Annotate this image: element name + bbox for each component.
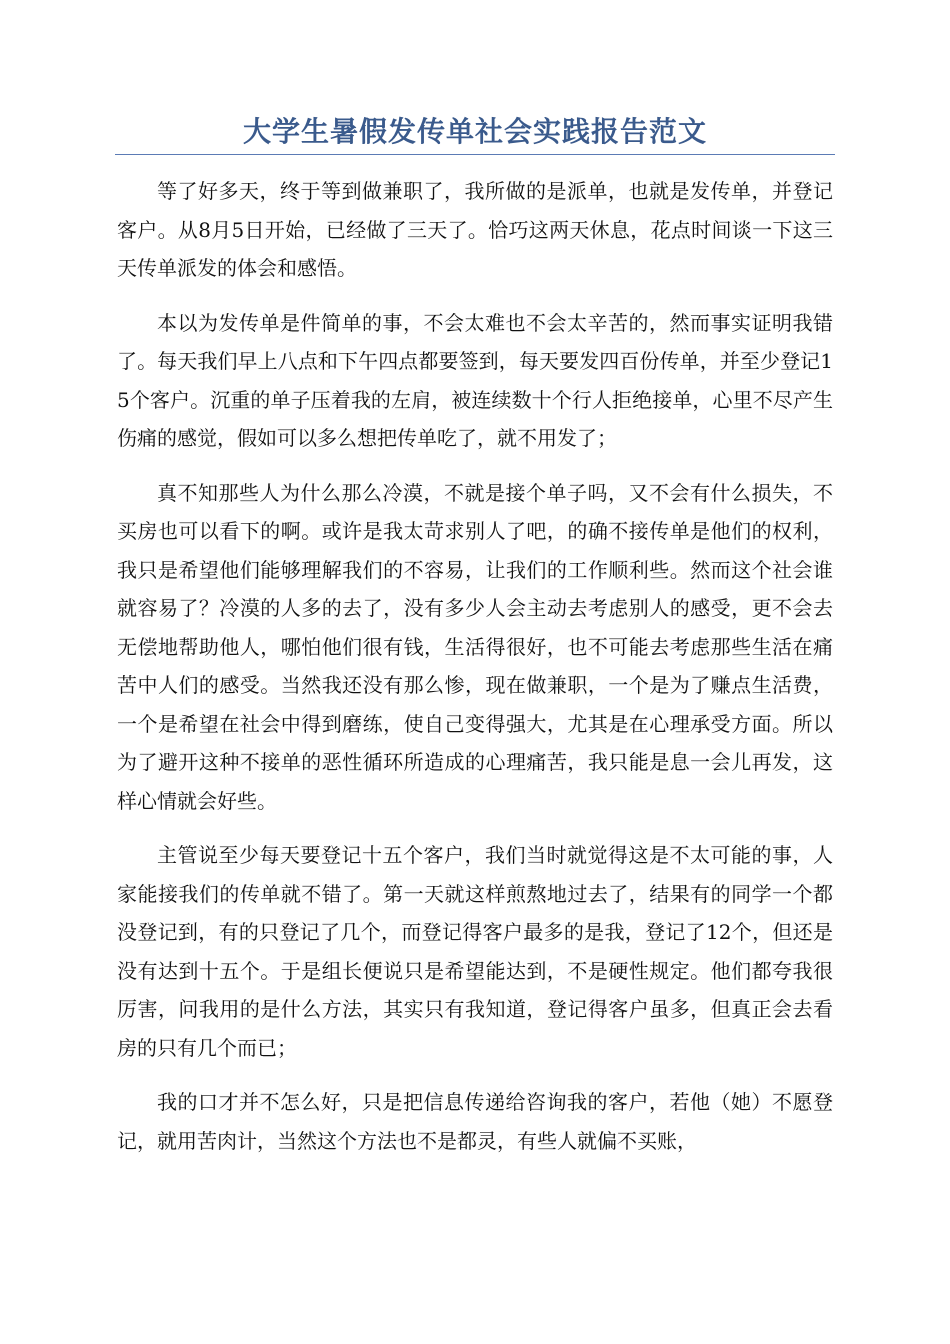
document-title: 大学生暑假发传单社会实践报告范文: [242, 115, 707, 148]
paragraph-3: 真不知那些人为什么那么冷漠，不就是接个单子吗，又不会有什么损失，不买房也可以看下的啊。或许是我太苛求别人了吧，的确不接传单是他们的权利，我只是希望他们能够理解我们的不容易，让我们的工作顺利些。然而这个社会谁就容易了？冷漠的人多的去了，没有多少人会主动去考虑别人的感受，更不会去无偿地帮助他人，哪怕他们很有钱，生活得很好，也不可能去考虑那些生活在痛苦中人们的感受。当然我还没有那么惨，现在做兼职，一个是为了赚点生活费，一个是希望在社会中得到磨练，使自己变得强大，尤其是在心理承受方面。所以为了避开这种不接单的恶性循环所造成的心理痛苦，我只能是息一会儿再发，这样心情就会好些。: [117, 480, 833, 813]
paragraph-5: 我的口才并不怎么好，只是把信息传递给咨询我的客户，若他（她）不愿登记，就用苦肉计，当然这个方法也不是都灵，有些人就偏不买账，: [117, 1090, 833, 1153]
title-underline: [115, 154, 835, 155]
paragraph-2: 本以为发传单是件简单的事，不会太难也不会太辛苦的，然而事实证明我错了。每天我们早上八点和下午四点都要签到，每天要发四百份传单，并至少登记15个客户。沉重的单子压着我的左肩，被连续数十个行人拒绝接单，心里不尽产生伤痛的感觉，假如可以多么想把传单吃了，就不用发了；: [117, 310, 833, 450]
paragraph-4: 主管说至少每天要登记十五个客户，我们当时就觉得这是不太可能的事，人家能接我们的传单就不错了。第一天就这样煎熬地过去了，结果有的同学一个都没登记到，有的只登记了几个，而登记得客户最多的是我，登记了12个，但还是没有达到十五个。于是组长便说只是希望能达到，不是硬性规定。他们都夸我很厉害，问我用的是什么方法，其实只有我知道，登记得客户虽多，但真正会去看房的只有几个而已；: [117, 843, 833, 1060]
paragraph-1: 等了好多天，终于等到做兼职了，我所做的是派单，也就是发传单，并登记客户。从8月5日开始，已经做了三天了。恰巧这两天休息，花点时间谈一下这三天传单派发的体会和感悟。: [117, 179, 833, 280]
document-body: [117, 172, 833, 1176]
